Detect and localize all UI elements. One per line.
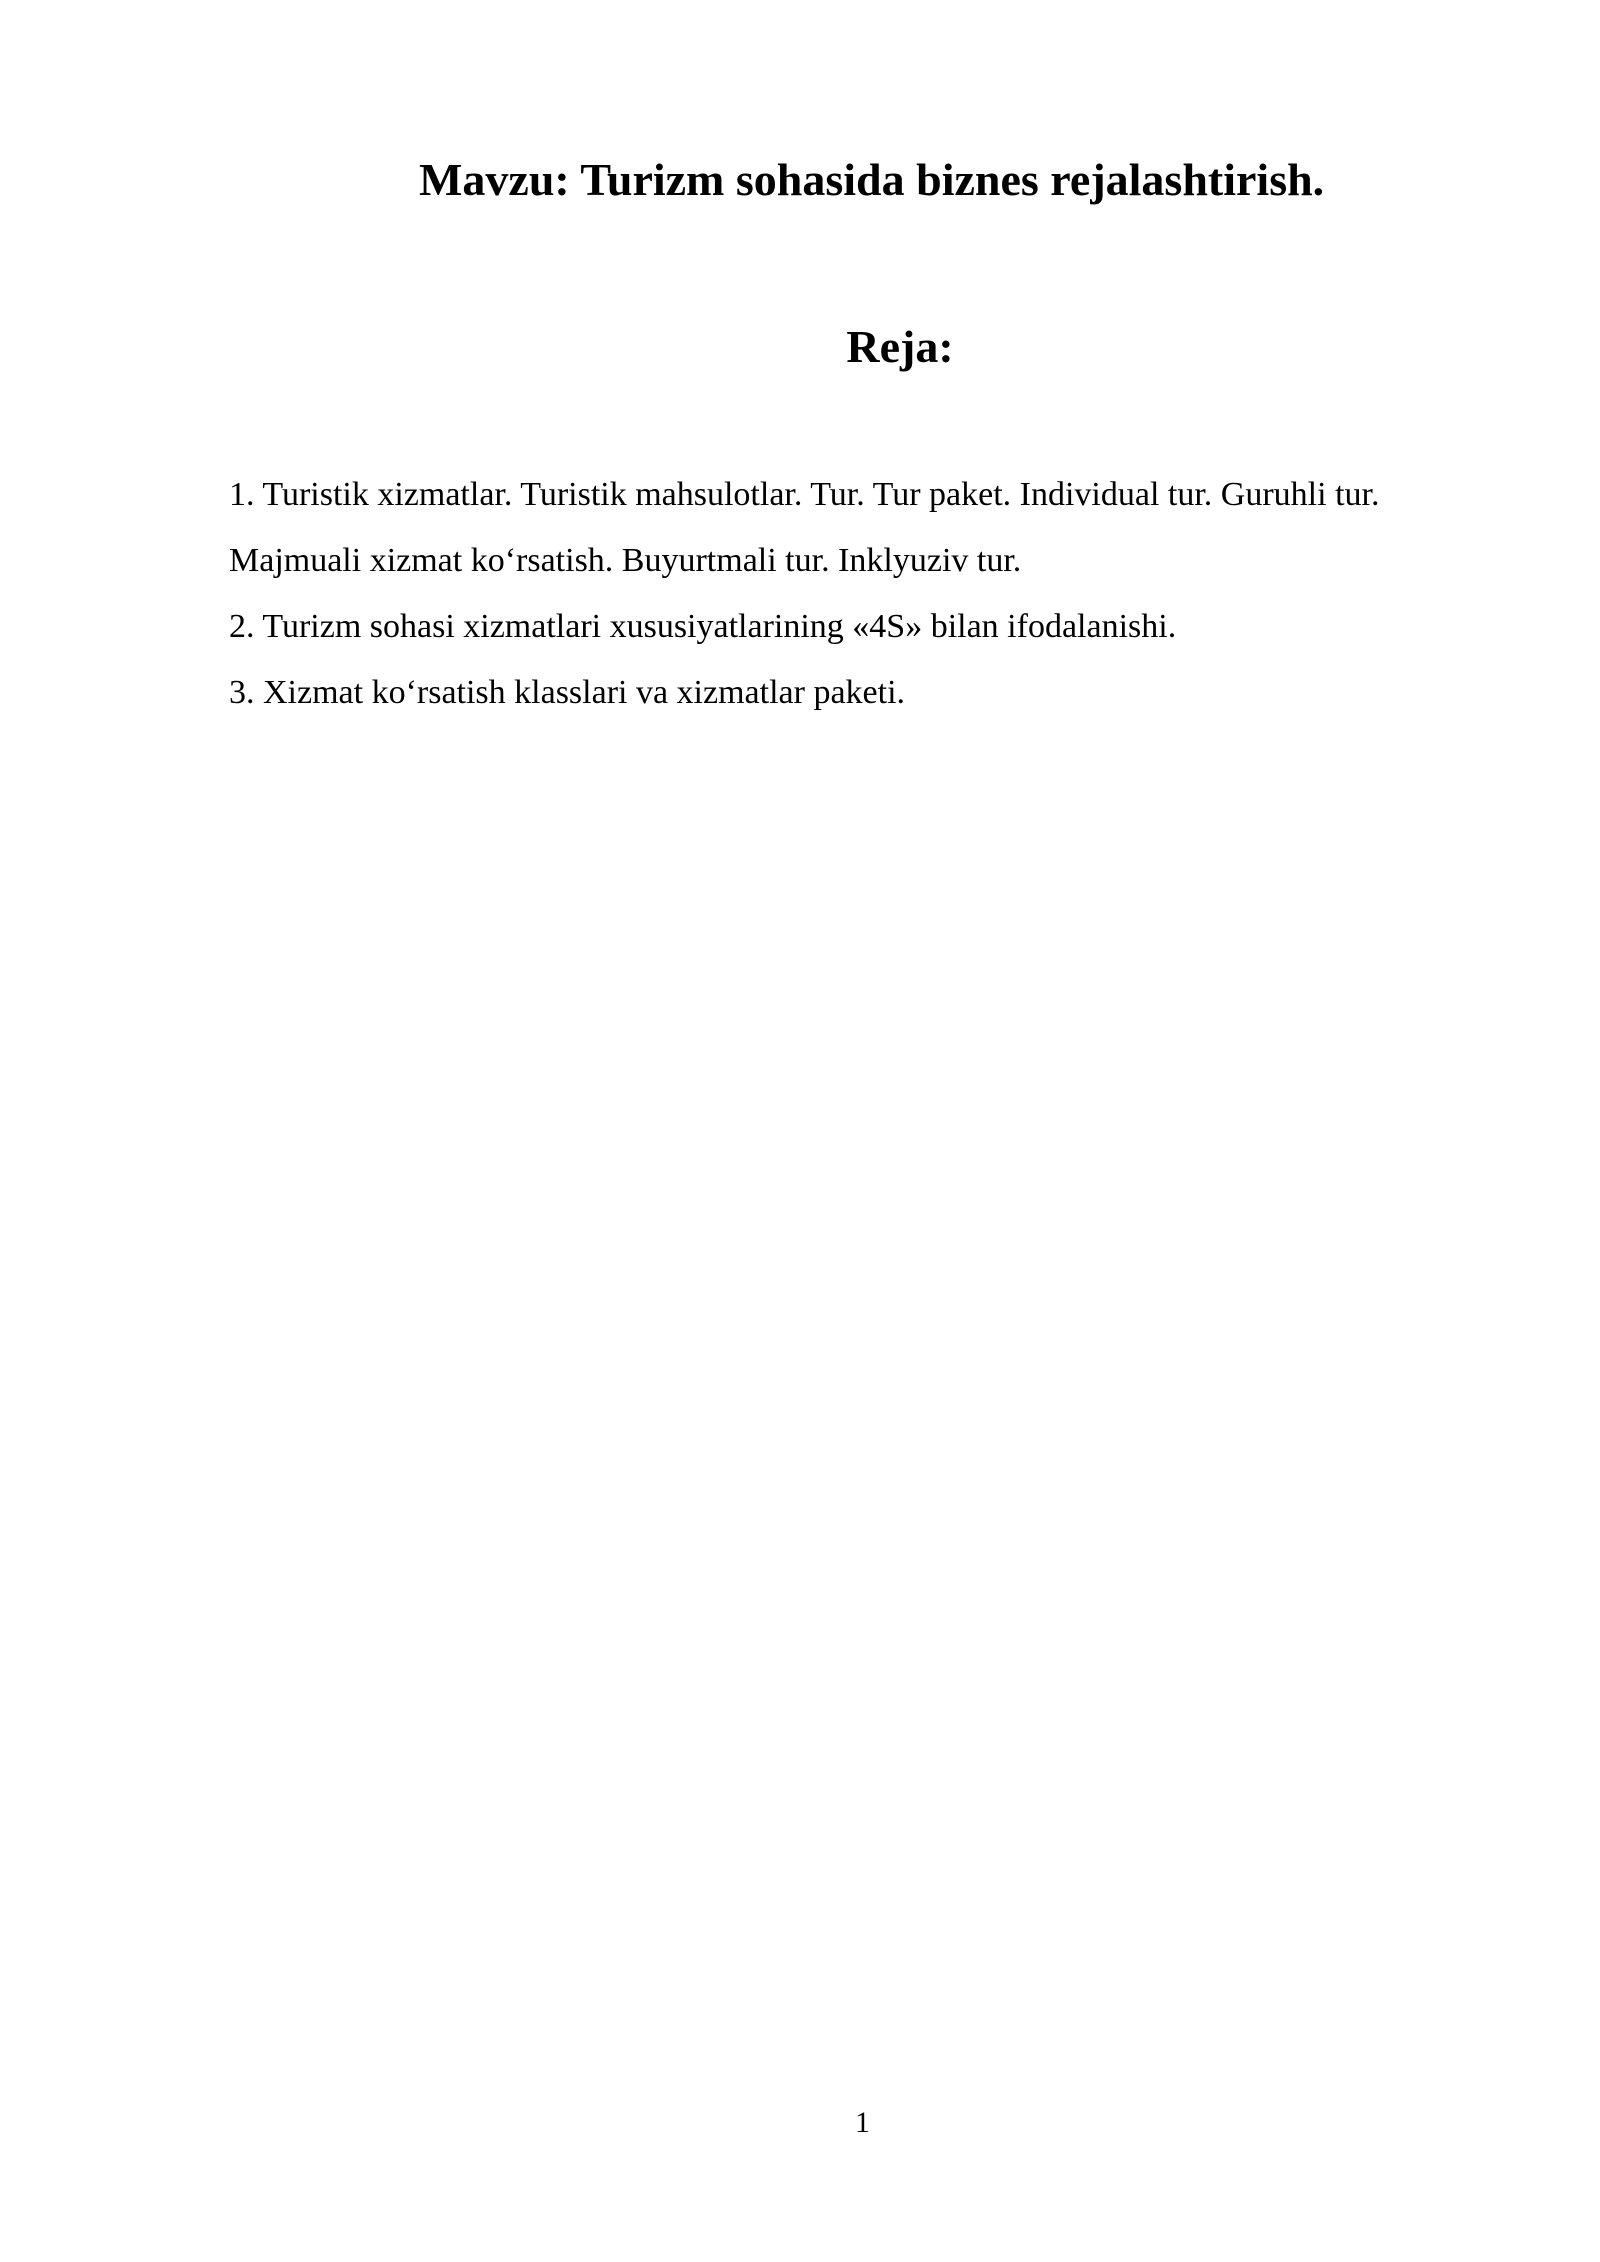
- plan-list: [229, 462, 1491, 726]
- plan-item-1: 1. Turistik xizmatlar. Turistik mahsulotlar. Tur. Tur paket. Individual tur. Guruhli tur. Majmuali xizmat ko‘rsatish. Buyurtmali tur. Inklyuziv tur.: [229, 476, 1380, 579]
- plan-item-3: 3. Xizmat ko‘rsatish klasslari va xizmatlar paketi.: [229, 674, 906, 711]
- page-title: Mavzu: Turizm sohasida biznes rejalashtirish.: [419, 154, 1325, 205]
- plan-item-2: 2. Turizm sohasi xizmatlari xususiyatlarining «4S» bilan ifodalanishi.: [229, 608, 1177, 645]
- plan-heading: Reja:: [846, 321, 954, 372]
- page-number: 1: [855, 2106, 870, 2139]
